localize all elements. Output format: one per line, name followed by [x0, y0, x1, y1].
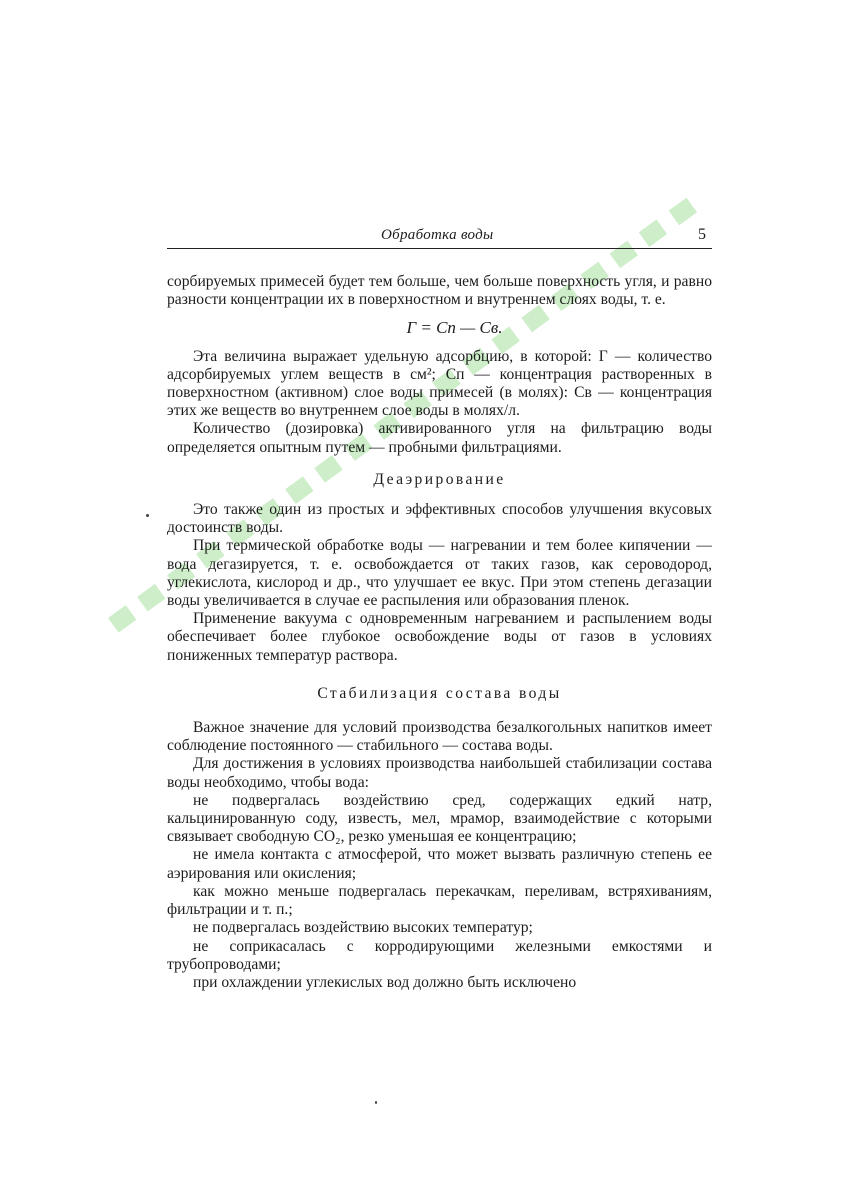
running-header — [167, 226, 712, 249]
page-number: 5 — [698, 226, 706, 243]
paragraph: Это также один из простых и эффективных способов улучшения вкусовых достоинств воды. — [167, 501, 712, 537]
list-item: как можно меньше подвергалась перекачкам, переливам, встряхиваниям, фильтрации и т. п.; — [167, 882, 712, 919]
watermark-mark — [138, 584, 166, 611]
paragraph: Эта величина выражает удельную адсорбцию, в которой: Г — количество адсорбируемых углем веществ в см²; Сп — концентрация растворенных в поверхностном (активном) слое воды примесей (в молях): Св — концентрация этих же веществ во внутреннем слое воды в молях/л. — [167, 347, 712, 420]
scan-speck — [146, 514, 149, 517]
list-item: не подвергалась воздействию сред, содержащих едкий натр, кальцинированную соду, известь, мел, мрамор, взаимодействие с которыми связывает свободную CO₂, резко уменьшая ее концентрацию; — [167, 791, 712, 846]
paragraph: Важное значение для условий производства безалкогольных напитков имеет соблюдение постоянного — стабильного — состава воды. — [167, 719, 712, 755]
formula: Г = Сп — Св. — [406, 318, 503, 338]
watermark-mark — [669, 198, 697, 225]
scan-speck — [375, 1101, 377, 1104]
list-item: не имела контакта с атмосферой, что может вызвать различную степень ее аэрирования или окисления; — [167, 846, 712, 882]
list-item: при охлаждении углекислых вод должно быть исключено — [193, 973, 577, 991]
section-heading: Деаэрирование — [373, 470, 506, 488]
paragraph: сорбируемых примесей будет тем больше, чем больше поверхность угля, и равно разности концентрации их в поверхностном и внутреннем слоях воды, т. е. — [167, 273, 712, 309]
paragraph: Для достижения в условиях производства наибольшей стабилизации состава воды необходимо, чтобы вода: — [167, 755, 712, 791]
list-item: не соприкасалась с корродирующими железными емкостями и трубопроводами; — [167, 937, 712, 973]
list-item: не подвергалась воздействию высоких температур; — [193, 919, 533, 937]
running-title: Обработка воды — [381, 227, 494, 243]
paragraph: Применение вакуума с одновременным нагреванием и распылением воды обеспечивает более глубокое освобождение воды от газов в условиях пониженных температур раствора. — [167, 610, 712, 664]
paragraph: При термической обработке воды — нагревании и тем более кипячении — вода дегазируется, т. е. освобождается от таких газов, как сероводород, углекислота, кислород и др., что улучшает ее вкус. При этом степень дегазации воды увеличивается в случае ее распыления или образования пленок. — [167, 537, 712, 610]
page-body — [167, 273, 712, 992]
section-heading: Стабилизация состава воды — [317, 684, 562, 702]
watermark-mark — [108, 605, 136, 632]
paragraph: Количество (дозировка) активированного угля на фильтрацию воды определяется опытным путем — пробными фильтрациями. — [167, 420, 712, 456]
